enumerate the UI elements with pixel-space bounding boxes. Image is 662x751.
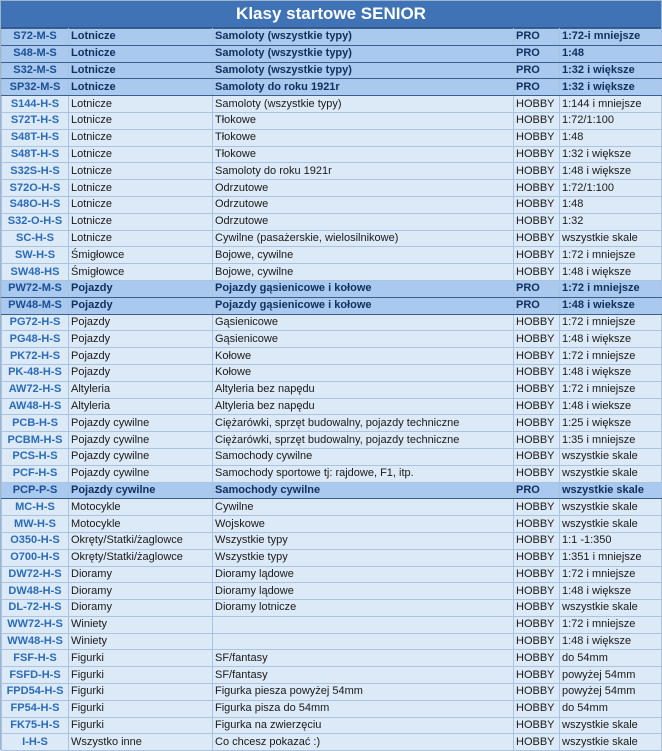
class-description: Wszystkie typy (213, 549, 514, 566)
class-scale: 1:72 i mniejsze (560, 616, 662, 633)
class-description: Samochody cywilne (213, 448, 514, 465)
class-level: HOBBY (514, 734, 560, 751)
class-category: Lotnicze (69, 96, 213, 113)
class-code: O350-H-S (2, 532, 69, 549)
class-code: S72O-H-S (2, 180, 69, 197)
class-scale: wszystkie skale (560, 448, 662, 465)
class-description: Dioramy lądowe (213, 583, 514, 600)
class-level: PRO (514, 45, 560, 62)
table-row (2, 297, 662, 314)
class-level: HOBBY (514, 348, 560, 365)
table-row (2, 163, 662, 180)
class-code: S72T-H-S (2, 112, 69, 129)
class-scale: 1:48 i większe (560, 364, 662, 381)
table-row (2, 280, 662, 297)
class-description: Altyleria bez napędu (213, 381, 514, 398)
class-level: PRO (514, 79, 560, 96)
class-scale: 1:72 i mniejsze (560, 247, 662, 264)
class-code: FSF-H-S (2, 650, 69, 667)
class-description: Bojowe, cywilne (213, 247, 514, 264)
class-code: S32S-H-S (2, 163, 69, 180)
class-description: Ciężarówki, sprzęt budowalny, pojazdy techniczne (213, 432, 514, 449)
class-code: AW72-H-S (2, 381, 69, 398)
class-code: PK-48-H-S (2, 364, 69, 381)
class-description: Samoloty (wszystkie typy) (213, 96, 514, 113)
table-row (2, 465, 662, 482)
class-code: DW48-H-S (2, 583, 69, 600)
class-code: O700-H-S (2, 549, 69, 566)
class-scale: 1:1 -1:350 (560, 532, 662, 549)
class-category: Motocykle (69, 499, 213, 516)
class-scale: 1:72 i mniejsze (560, 314, 662, 331)
class-level: PRO (514, 297, 560, 314)
class-scale: 1:32 (560, 213, 662, 230)
class-description: Samoloty (wszystkie typy) (213, 62, 514, 79)
class-description: Tłokowe (213, 146, 514, 163)
class-description: Gąsienicowe (213, 331, 514, 348)
class-description: Samochody cywilne (213, 482, 514, 499)
class-category: Pojazdy (69, 364, 213, 381)
class-scale: 1:48 (560, 129, 662, 146)
class-scale: do 54mm (560, 700, 662, 717)
class-scale: wszystkie skale (560, 717, 662, 734)
class-description: Samoloty do roku 1921r (213, 163, 514, 180)
class-scale: 1:72/1:100 (560, 112, 662, 129)
table-row (2, 516, 662, 533)
class-code: PCS-H-S (2, 448, 69, 465)
class-scale: 1:72 i mniejsze (560, 348, 662, 365)
class-level: HOBBY (514, 381, 560, 398)
table-row (2, 432, 662, 449)
class-code: PG72-H-S (2, 314, 69, 331)
class-code: S72-M-S (2, 29, 69, 46)
class-code: FP54-H-S (2, 700, 69, 717)
class-scale: 1:72 i mniejsze (560, 566, 662, 583)
class-description: Odrzutowe (213, 196, 514, 213)
table-row (2, 566, 662, 583)
class-scale: 1:351 i mniejsze (560, 549, 662, 566)
class-category: Pojazdy (69, 297, 213, 314)
table-row (2, 650, 662, 667)
class-scale: 1:35 i mniejsze (560, 432, 662, 449)
class-description: Odrzutowe (213, 213, 514, 230)
class-level: HOBBY (514, 264, 560, 281)
class-description: Pojazdy gąsienicowe i kołowe (213, 297, 514, 314)
class-level: HOBBY (514, 398, 560, 415)
class-level: HOBBY (514, 465, 560, 482)
class-category: Lotnicze (69, 45, 213, 62)
class-category: Pojazdy (69, 331, 213, 348)
class-code: AW48-H-S (2, 398, 69, 415)
class-scale: 1:72 i mniejsze (560, 280, 662, 297)
table-row (2, 499, 662, 516)
class-category: Winiety (69, 616, 213, 633)
class-description: Dioramy lotnicze (213, 600, 514, 617)
table-row (2, 180, 662, 197)
class-scale: 1:32 i większe (560, 62, 662, 79)
class-category: Figurki (69, 650, 213, 667)
class-scale: 1:25 i większe (560, 415, 662, 432)
class-description: Odrzutowe (213, 180, 514, 197)
class-category: Pojazdy cywilne (69, 465, 213, 482)
table-row (2, 264, 662, 281)
table-row (2, 96, 662, 113)
class-code: FK75-H-S (2, 717, 69, 734)
class-category: Lotnicze (69, 62, 213, 79)
class-category: Okręty/Statki/żaglowce (69, 549, 213, 566)
class-code: PG48-H-S (2, 331, 69, 348)
class-category: Figurki (69, 684, 213, 701)
class-description: Wszystkie typy (213, 532, 514, 549)
class-level: PRO (514, 29, 560, 46)
class-description: Tłokowe (213, 112, 514, 129)
class-code: PW48-M-S (2, 297, 69, 314)
class-level: HOBBY (514, 650, 560, 667)
table-row (2, 734, 662, 751)
class-category: Figurki (69, 717, 213, 734)
class-category: Pojazdy cywilne (69, 415, 213, 432)
class-code: FSFD-H-S (2, 667, 69, 684)
class-code: PCBM-H-S (2, 432, 69, 449)
class-code: SC-H-S (2, 230, 69, 247)
class-description: Bojowe, cywilne (213, 264, 514, 281)
class-code: I-H-S (2, 734, 69, 751)
class-category: Lotnicze (69, 196, 213, 213)
class-description: SF/fantasy (213, 667, 514, 684)
class-description: Samoloty (wszystkie typy) (213, 29, 514, 46)
class-category: Pojazdy cywilne (69, 482, 213, 499)
class-scale: 1:48 i większe (560, 264, 662, 281)
class-category: Altyleria (69, 398, 213, 415)
class-code: SW-H-S (2, 247, 69, 264)
table-row (2, 129, 662, 146)
class-level: HOBBY (514, 314, 560, 331)
table-row (2, 348, 662, 365)
class-scale: 1:72-i mniejsze (560, 29, 662, 46)
class-scale: 1:48 i wieksze (560, 297, 662, 314)
class-category: Lotnicze (69, 129, 213, 146)
class-code: S32-M-S (2, 62, 69, 79)
class-scale: wszystkie skale (560, 734, 662, 751)
table-row (2, 331, 662, 348)
class-level: HOBBY (514, 532, 560, 549)
class-scale: 1:144 i mniejsze (560, 96, 662, 113)
class-category: Lotnicze (69, 146, 213, 163)
class-description: Altyleria bez napędu (213, 398, 514, 415)
class-code: S48O-H-S (2, 196, 69, 213)
class-category: Pojazdy (69, 348, 213, 365)
class-description: Figurka pisza do 54mm (213, 700, 514, 717)
class-category: Okręty/Statki/żaglowce (69, 532, 213, 549)
class-code: DW72-H-S (2, 566, 69, 583)
class-description: Figurka piesza powyżej 54mm (213, 684, 514, 701)
class-description: Co chcesz pokazać :) (213, 734, 514, 751)
class-level: HOBBY (514, 667, 560, 684)
class-description: Pojazdy gąsienicowe i kołowe (213, 280, 514, 297)
class-description: Cywilne (pasażerskie, wielosilnikowe) (213, 230, 514, 247)
class-code: S48T-H-S (2, 146, 69, 163)
class-category: Pojazdy (69, 314, 213, 331)
table-row (2, 717, 662, 734)
class-scale: 1:32 i większe (560, 79, 662, 96)
table-row (2, 247, 662, 264)
table-row (2, 146, 662, 163)
class-category: Śmigłowce (69, 264, 213, 281)
class-level: HOBBY (514, 700, 560, 717)
table-row (2, 616, 662, 633)
class-level: HOBBY (514, 717, 560, 734)
classes-table-body (2, 29, 662, 751)
table-row (2, 62, 662, 79)
class-description: Wojskowe (213, 516, 514, 533)
table-title: Klasy startowe SENIOR (1, 1, 661, 28)
class-level: HOBBY (514, 213, 560, 230)
class-scale: 1:48 i większe (560, 583, 662, 600)
class-category: Lotnicze (69, 112, 213, 129)
class-level: HOBBY (514, 516, 560, 533)
class-level: HOBBY (514, 146, 560, 163)
class-level: HOBBY (514, 432, 560, 449)
class-description: Ciężarówki, sprzęt budowalny, pojazdy techniczne (213, 415, 514, 432)
class-scale: 1:48 (560, 45, 662, 62)
class-code: PK72-H-S (2, 348, 69, 365)
class-level: HOBBY (514, 583, 560, 600)
class-category: Lotnicze (69, 180, 213, 197)
class-code: MW-H-S (2, 516, 69, 533)
class-level: HOBBY (514, 129, 560, 146)
class-scale: 1:48 i większe (560, 633, 662, 650)
class-description (213, 633, 514, 650)
class-level: HOBBY (514, 180, 560, 197)
class-level: HOBBY (514, 566, 560, 583)
class-scale: wszystkie skale (560, 465, 662, 482)
class-code: SW48-HS (2, 264, 69, 281)
table-row (2, 532, 662, 549)
class-level: HOBBY (514, 163, 560, 180)
class-category: Dioramy (69, 583, 213, 600)
class-code: PCP-P-S (2, 482, 69, 499)
table-row (2, 196, 662, 213)
table-row (2, 600, 662, 617)
class-level: PRO (514, 62, 560, 79)
class-scale: wszystkie skale (560, 516, 662, 533)
class-scale: wszystkie skale (560, 230, 662, 247)
class-code: WW48-H-S (2, 633, 69, 650)
class-description: Gąsienicowe (213, 314, 514, 331)
class-level: HOBBY (514, 549, 560, 566)
class-code: S32-O-H-S (2, 213, 69, 230)
class-level: HOBBY (514, 616, 560, 633)
class-scale: powyżej 54mm (560, 667, 662, 684)
class-category: Dioramy (69, 600, 213, 617)
class-description: Tłokowe (213, 129, 514, 146)
classes-table (1, 28, 662, 751)
class-level: PRO (514, 280, 560, 297)
class-category: Lotnicze (69, 29, 213, 46)
class-category: Lotnicze (69, 213, 213, 230)
class-category: Lotnicze (69, 230, 213, 247)
class-scale: 1:72 i mniejsze (560, 381, 662, 398)
table-row (2, 230, 662, 247)
class-category: Pojazdy cywilne (69, 448, 213, 465)
table-row (2, 213, 662, 230)
table-row (2, 448, 662, 465)
table-row (2, 314, 662, 331)
class-description: Samochody sportowe tj: rajdowe, F1, itp. (213, 465, 514, 482)
class-level: HOBBY (514, 331, 560, 348)
table-row (2, 381, 662, 398)
table-row (2, 549, 662, 566)
class-scale: 1:32 i większe (560, 146, 662, 163)
class-level: HOBBY (514, 96, 560, 113)
class-level: PRO (514, 482, 560, 499)
class-level: HOBBY (514, 633, 560, 650)
class-code: MC-H-S (2, 499, 69, 516)
class-level: HOBBY (514, 415, 560, 432)
table-row (2, 700, 662, 717)
class-description: Figurka na zwierzęciu (213, 717, 514, 734)
class-scale: 1:48 i większe (560, 331, 662, 348)
class-level: HOBBY (514, 499, 560, 516)
class-level: HOBBY (514, 364, 560, 381)
class-scale: 1:48 i większe (560, 163, 662, 180)
table-row (2, 112, 662, 129)
table-row (2, 583, 662, 600)
class-scale: 1:48 (560, 196, 662, 213)
table-row (2, 29, 662, 46)
table-row (2, 364, 662, 381)
class-level: HOBBY (514, 196, 560, 213)
class-scale: powyżej 54mm (560, 684, 662, 701)
class-category: Śmigłowce (69, 247, 213, 264)
class-code: S48-M-S (2, 45, 69, 62)
class-description: Kołowe (213, 364, 514, 381)
class-scale: wszystkie skale (560, 600, 662, 617)
class-category: Lotnicze (69, 79, 213, 96)
class-description: Kołowe (213, 348, 514, 365)
table-row (2, 398, 662, 415)
class-scale: 1:72/1:100 (560, 180, 662, 197)
class-code: PCB-H-S (2, 415, 69, 432)
class-description (213, 616, 514, 633)
class-category: Pojazdy cywilne (69, 432, 213, 449)
class-code: S48T-H-S (2, 129, 69, 146)
class-level: HOBBY (514, 600, 560, 617)
class-code: PW72-M-S (2, 280, 69, 297)
class-description: SF/fantasy (213, 650, 514, 667)
class-code: WW72-H-S (2, 616, 69, 633)
class-code: FPD54-H-S (2, 684, 69, 701)
class-scale: wszystkie skale (560, 499, 662, 516)
class-code: DL-72-H-S (2, 600, 69, 617)
class-description: Dioramy lądowe (213, 566, 514, 583)
class-level: HOBBY (514, 448, 560, 465)
class-category: Winiety (69, 633, 213, 650)
table-row (2, 684, 662, 701)
class-scale: do 54mm (560, 650, 662, 667)
class-description: Samoloty (wszystkie typy) (213, 45, 514, 62)
class-category: Wszystko inne (69, 734, 213, 751)
table-row (2, 45, 662, 62)
class-level: HOBBY (514, 112, 560, 129)
class-level: HOBBY (514, 684, 560, 701)
table-row (2, 667, 662, 684)
class-level: HOBBY (514, 230, 560, 247)
class-code: PCF-H-S (2, 465, 69, 482)
class-category: Motocykle (69, 516, 213, 533)
table-row (2, 482, 662, 499)
class-description: Cywilne (213, 499, 514, 516)
table-row (2, 633, 662, 650)
class-category: Dioramy (69, 566, 213, 583)
class-category: Figurki (69, 700, 213, 717)
table-row (2, 79, 662, 96)
class-category: Lotnicze (69, 163, 213, 180)
class-description: Samoloty do roku 1921r (213, 79, 514, 96)
table-row (2, 415, 662, 432)
class-category: Altyleria (69, 381, 213, 398)
class-code: S144-H-S (2, 96, 69, 113)
class-category: Figurki (69, 667, 213, 684)
class-code: SP32-M-S (2, 79, 69, 96)
class-level: HOBBY (514, 247, 560, 264)
class-scale: 1:48 i wieksze (560, 398, 662, 415)
class-scale: wszystkie skale (560, 482, 662, 499)
class-category: Pojazdy (69, 280, 213, 297)
